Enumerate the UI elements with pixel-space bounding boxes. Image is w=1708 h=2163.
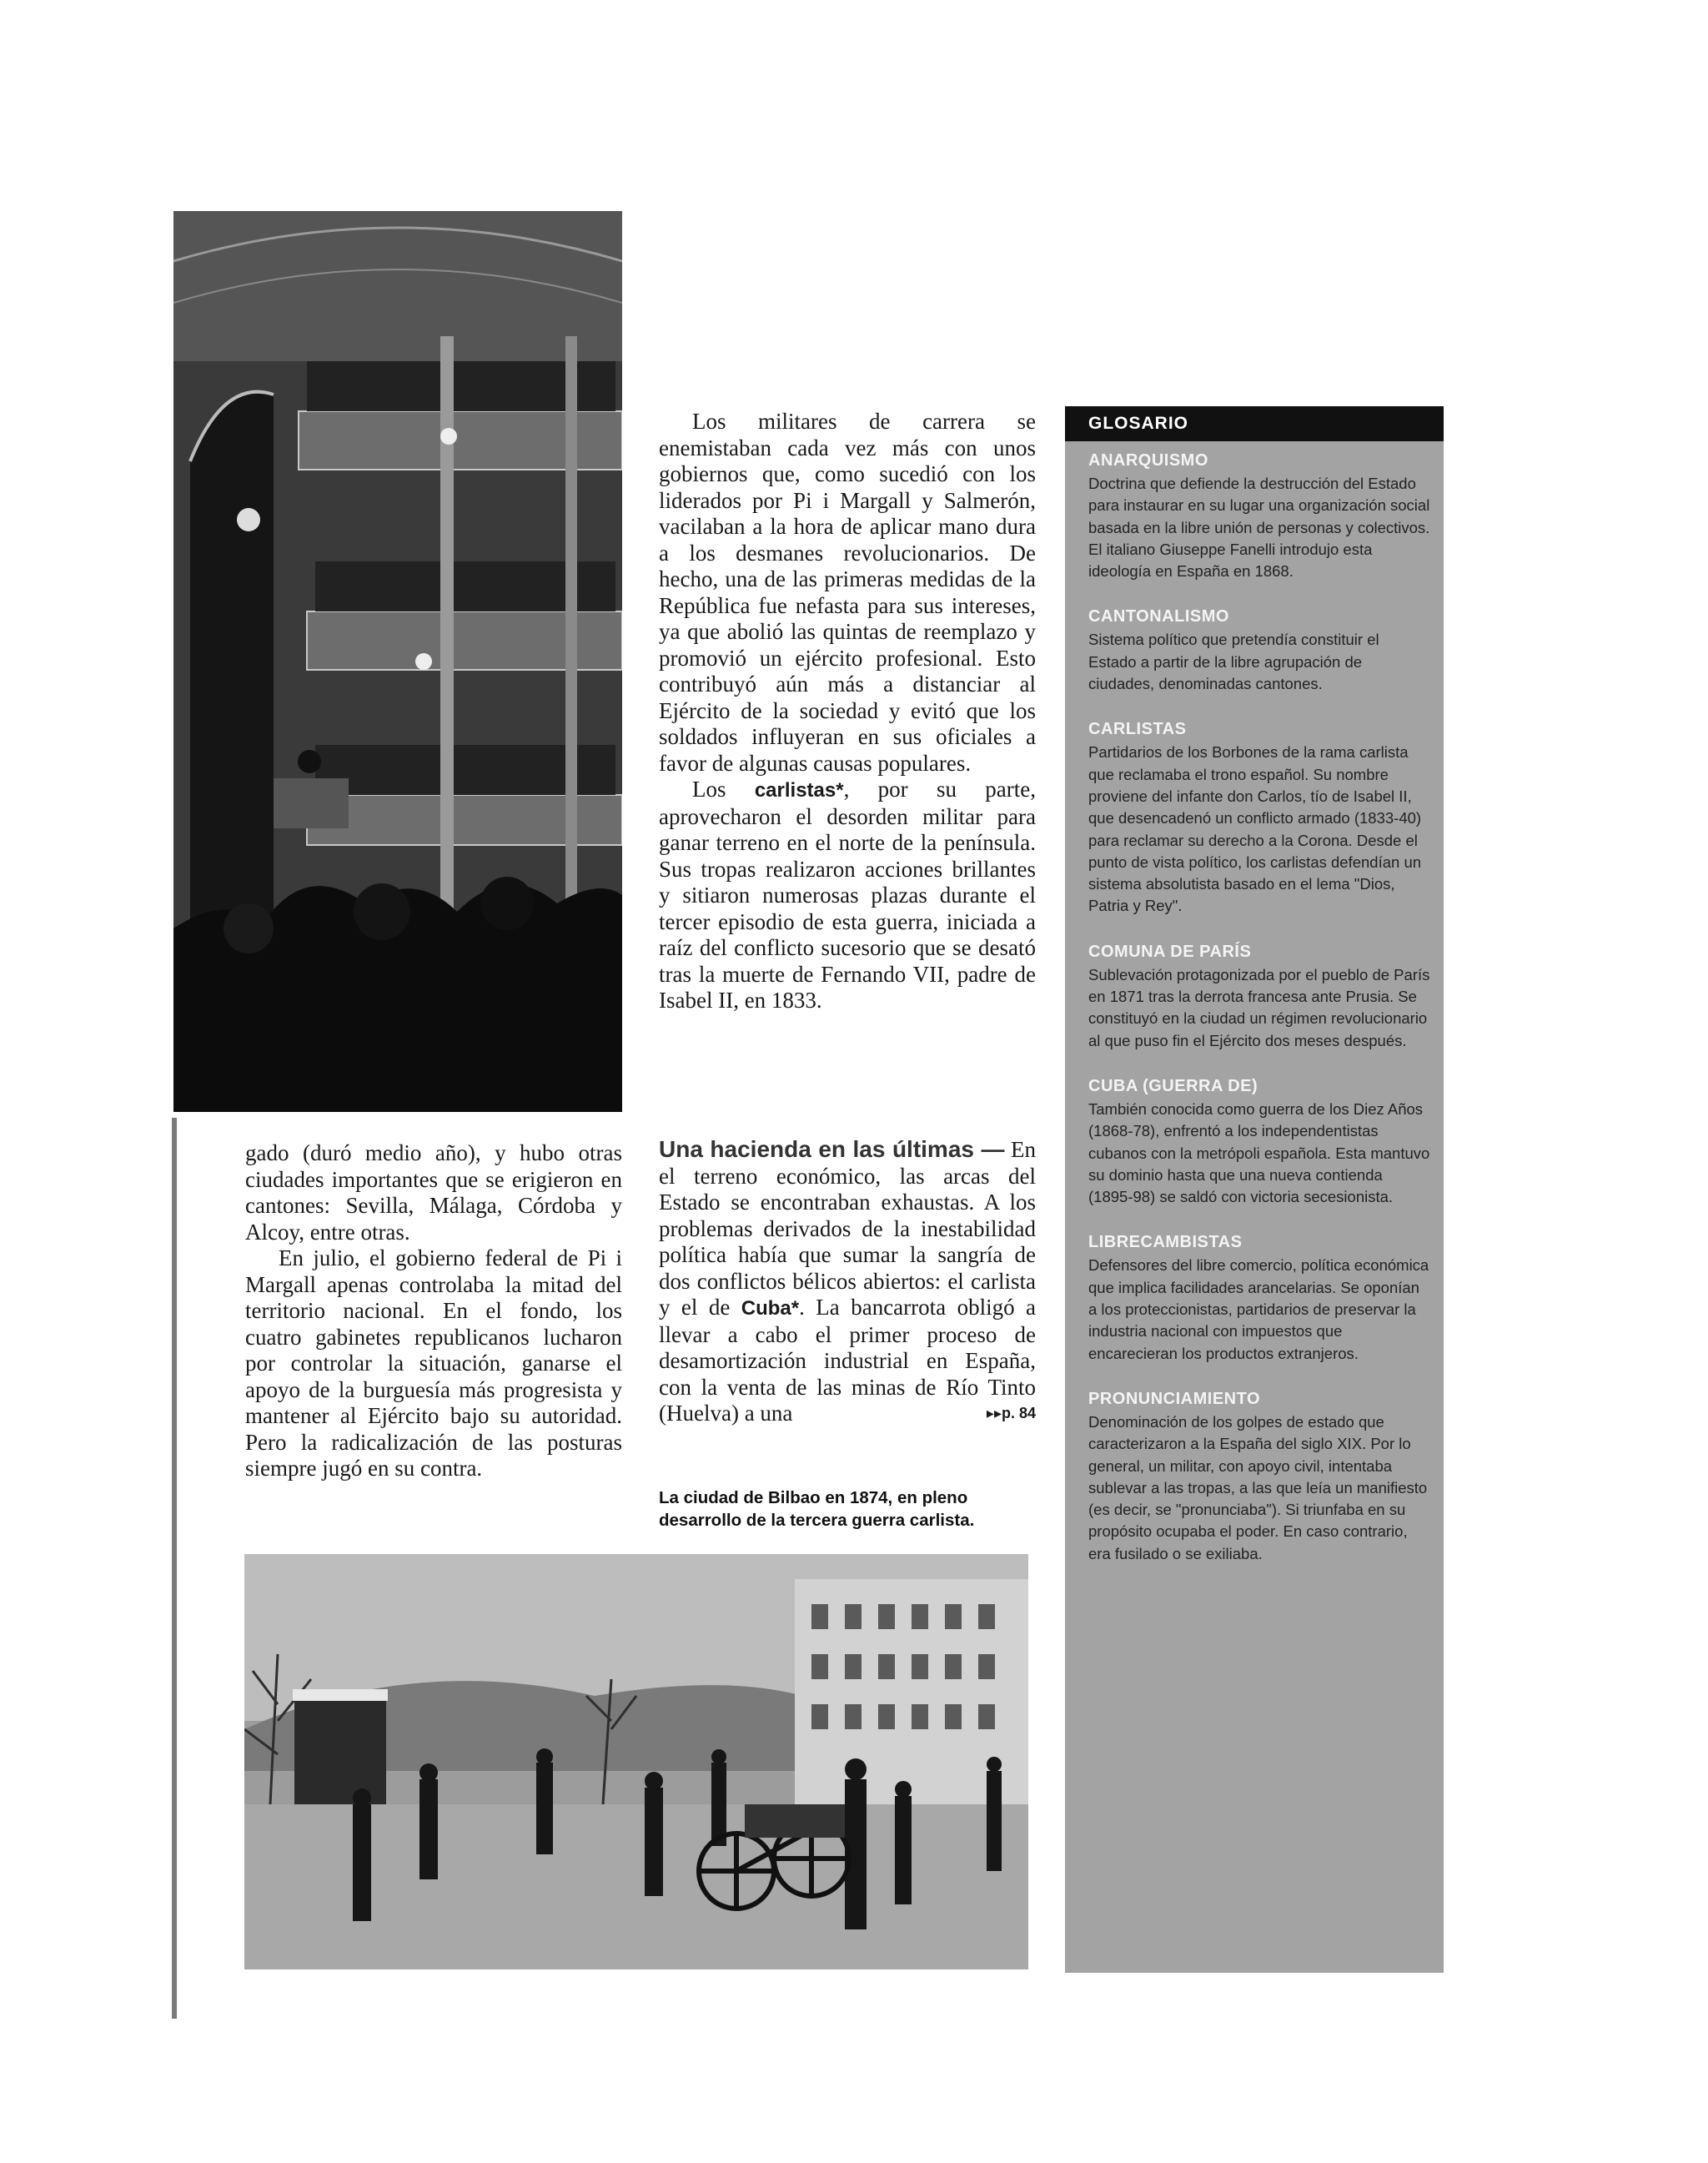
glossary-definition: También conocida como guerra de los Diez Años (1868-78), enfrentó a los independentistas cubanos con la metrópoli española. Esta mantuvo su dominio hasta que una nueva contienda (1895-98) se saldó con victoria secesionista. [1088,1099,1430,1206]
bilbao-photo [244,1554,1028,1969]
body-column-right-bottom [659,1136,1036,1427]
glossary-term: CUBA (GUERRA DE) [1088,1076,1258,1095]
glossary-term: PRONUNCIAMIENTO [1088,1389,1261,1408]
glossary-body [1065,441,1444,1565]
glossary-definition: Sistema político que pretendía constituir el Estado a partir de la libre agrupación de ciudades, denominadas cantones. [1088,631,1379,693]
body-column-right-top [659,409,1036,1014]
page-reference-link[interactable]: ▸▸p. 84 [986,1405,1036,1421]
glossary-sidebar [1065,406,1444,1973]
glossary-term: COMUNA DE PARÍS [1088,942,1252,961]
glossary-term: CANTONALISMO [1088,607,1229,626]
section-subheading: Una hacienda en las últimas — [659,1136,1005,1162]
body-column-left [245,1140,622,1482]
glossary-term-link[interactable]: carlistas* [754,779,844,802]
text-run: En el terreno económico, las arcas del Estado se encontraban exhaustas. A los problemas derivados de la inestabilidad política había que sumar la sangría de dos conflictos bélicos abiertos: el carlista y el de [659,1137,1036,1320]
glossary-definition: Partidarios de los Borbones de la rama carlista que reclamaba el trono español. Su nombre proviene del infante don Carlos, tío de Isabel II, que desencadenó un conflicto armado (1833-40) para reclamar su derecho a la Corona. Desde el punto de vista político, los carlistas defendían un sistema absolutista basado en el lema "Dios, Patria y Rey". [1088,743,1422,915]
glossary-term-link[interactable]: Cuba* [741,1297,800,1320]
engraving-illustration [173,211,622,1112]
photo-caption: La ciudad de Bilbao en 1874, en pleno desarrollo de la tercera guerra carlista. [659,1488,975,1530]
text-run: Los [692,777,755,802]
page-margin-rule [172,1118,177,2019]
paragraph [659,777,1036,1014]
glossary-title: GLOSARIO [1065,406,1444,441]
glossary-definition: Sublevación protagonizada por el pueblo de París en 1871 tras la derrota francesa ante Prusia. Se constituyó en la ciudad un régimen revolucionario al que puso fin el Ejército dos meses después. [1088,965,1430,1049]
text-run: . La bancarrota obligó a llevar a cabo el primer proceso de desamortización industrial en España, con la venta de las minas de Río Tinto (Huelva) a una [659,1295,1036,1426]
paragraph: Los militares de carrera se enemistaban cada vez más con unos gobiernos que, como sucedió con los liderados por Pi i Margall y Salmerón, vacilaban a la hora de aplicar mano dura a los desmanes revolucionarios. De hecho, una de las primeras medidas de la República fue nefasta para sus intereses, ya que abolió las quintas de reemplazo y promovió un ejército profesional. Esto contribuyó aún más a distanciar al Ejército de la sociedad y evitó que los soldados influyeran en sus oficiales a favor de algunas causas populares. [659,409,1036,776]
glossary-definition: Defensores del libre comercio, política económica que implica facilidades arancelarias. Se oponían a los proteccionistas, partidarios de preservar la industria nacional con impuestos que encarecieran los productos extranjeros. [1088,1256,1429,1362]
paragraph [659,1136,1036,1427]
paragraph: gado (duró medio año), y hubo otras ciudades importantes que se erigieron en cantones: Sevilla, Málaga, Córdoba y Alcoy, entre otras. [245,1140,622,1245]
paragraph: En julio, el gobierno federal de Pi i Margall apenas controlaba la mitad del territorio nacional. En el fondo, los cuatro gabinetes republicanos lucharon por controlar la situación, ganarse el apoyo de la burguesía más progresista y mantener al Ejército bajo su autoridad. Pero la radicalización de las posturas siempre jugó en su contra. [245,1245,622,1481]
glossary-term: LIBRECAMBISTAS [1088,1233,1243,1252]
glossary-definition: Denominación de los golpes de estado que caracterizaron a la España del siglo XIX. Por lo general, un militar, con apoyo civil, intentaba sublevar a las tropas, a las que leía un manifiesto (es decir, se "pronunciaba"). Si triunfaba en su propósito ocupaba el poder. En caso contrario, era fusilado o se exiliaba. [1088,1412,1428,1562]
glossary-definition: Doctrina que defiende la destrucción del Estado para instaurar en su lugar una organización social basada en la libre unión de personas y colectivos. El italiano Giuseppe Fanelli introdujo esta ideología en España en 1868. [1088,475,1430,581]
glossary-term: CARLISTAS [1088,720,1187,739]
glossary-term: ANARQUISMO [1088,451,1208,470]
text-run: , por su parte, aprovecharon el desorden militar para ganar terreno en el norte de la península. Sus tropas realizaron acciones brillantes y sitiaron numerosas plazas durante el tercer episodio de esta guerra, iniciada a raíz del conflicto sucesorio que se desató tras la muerte de Fernando VII, padre de Isabel II, en 1833. [659,777,1036,1013]
